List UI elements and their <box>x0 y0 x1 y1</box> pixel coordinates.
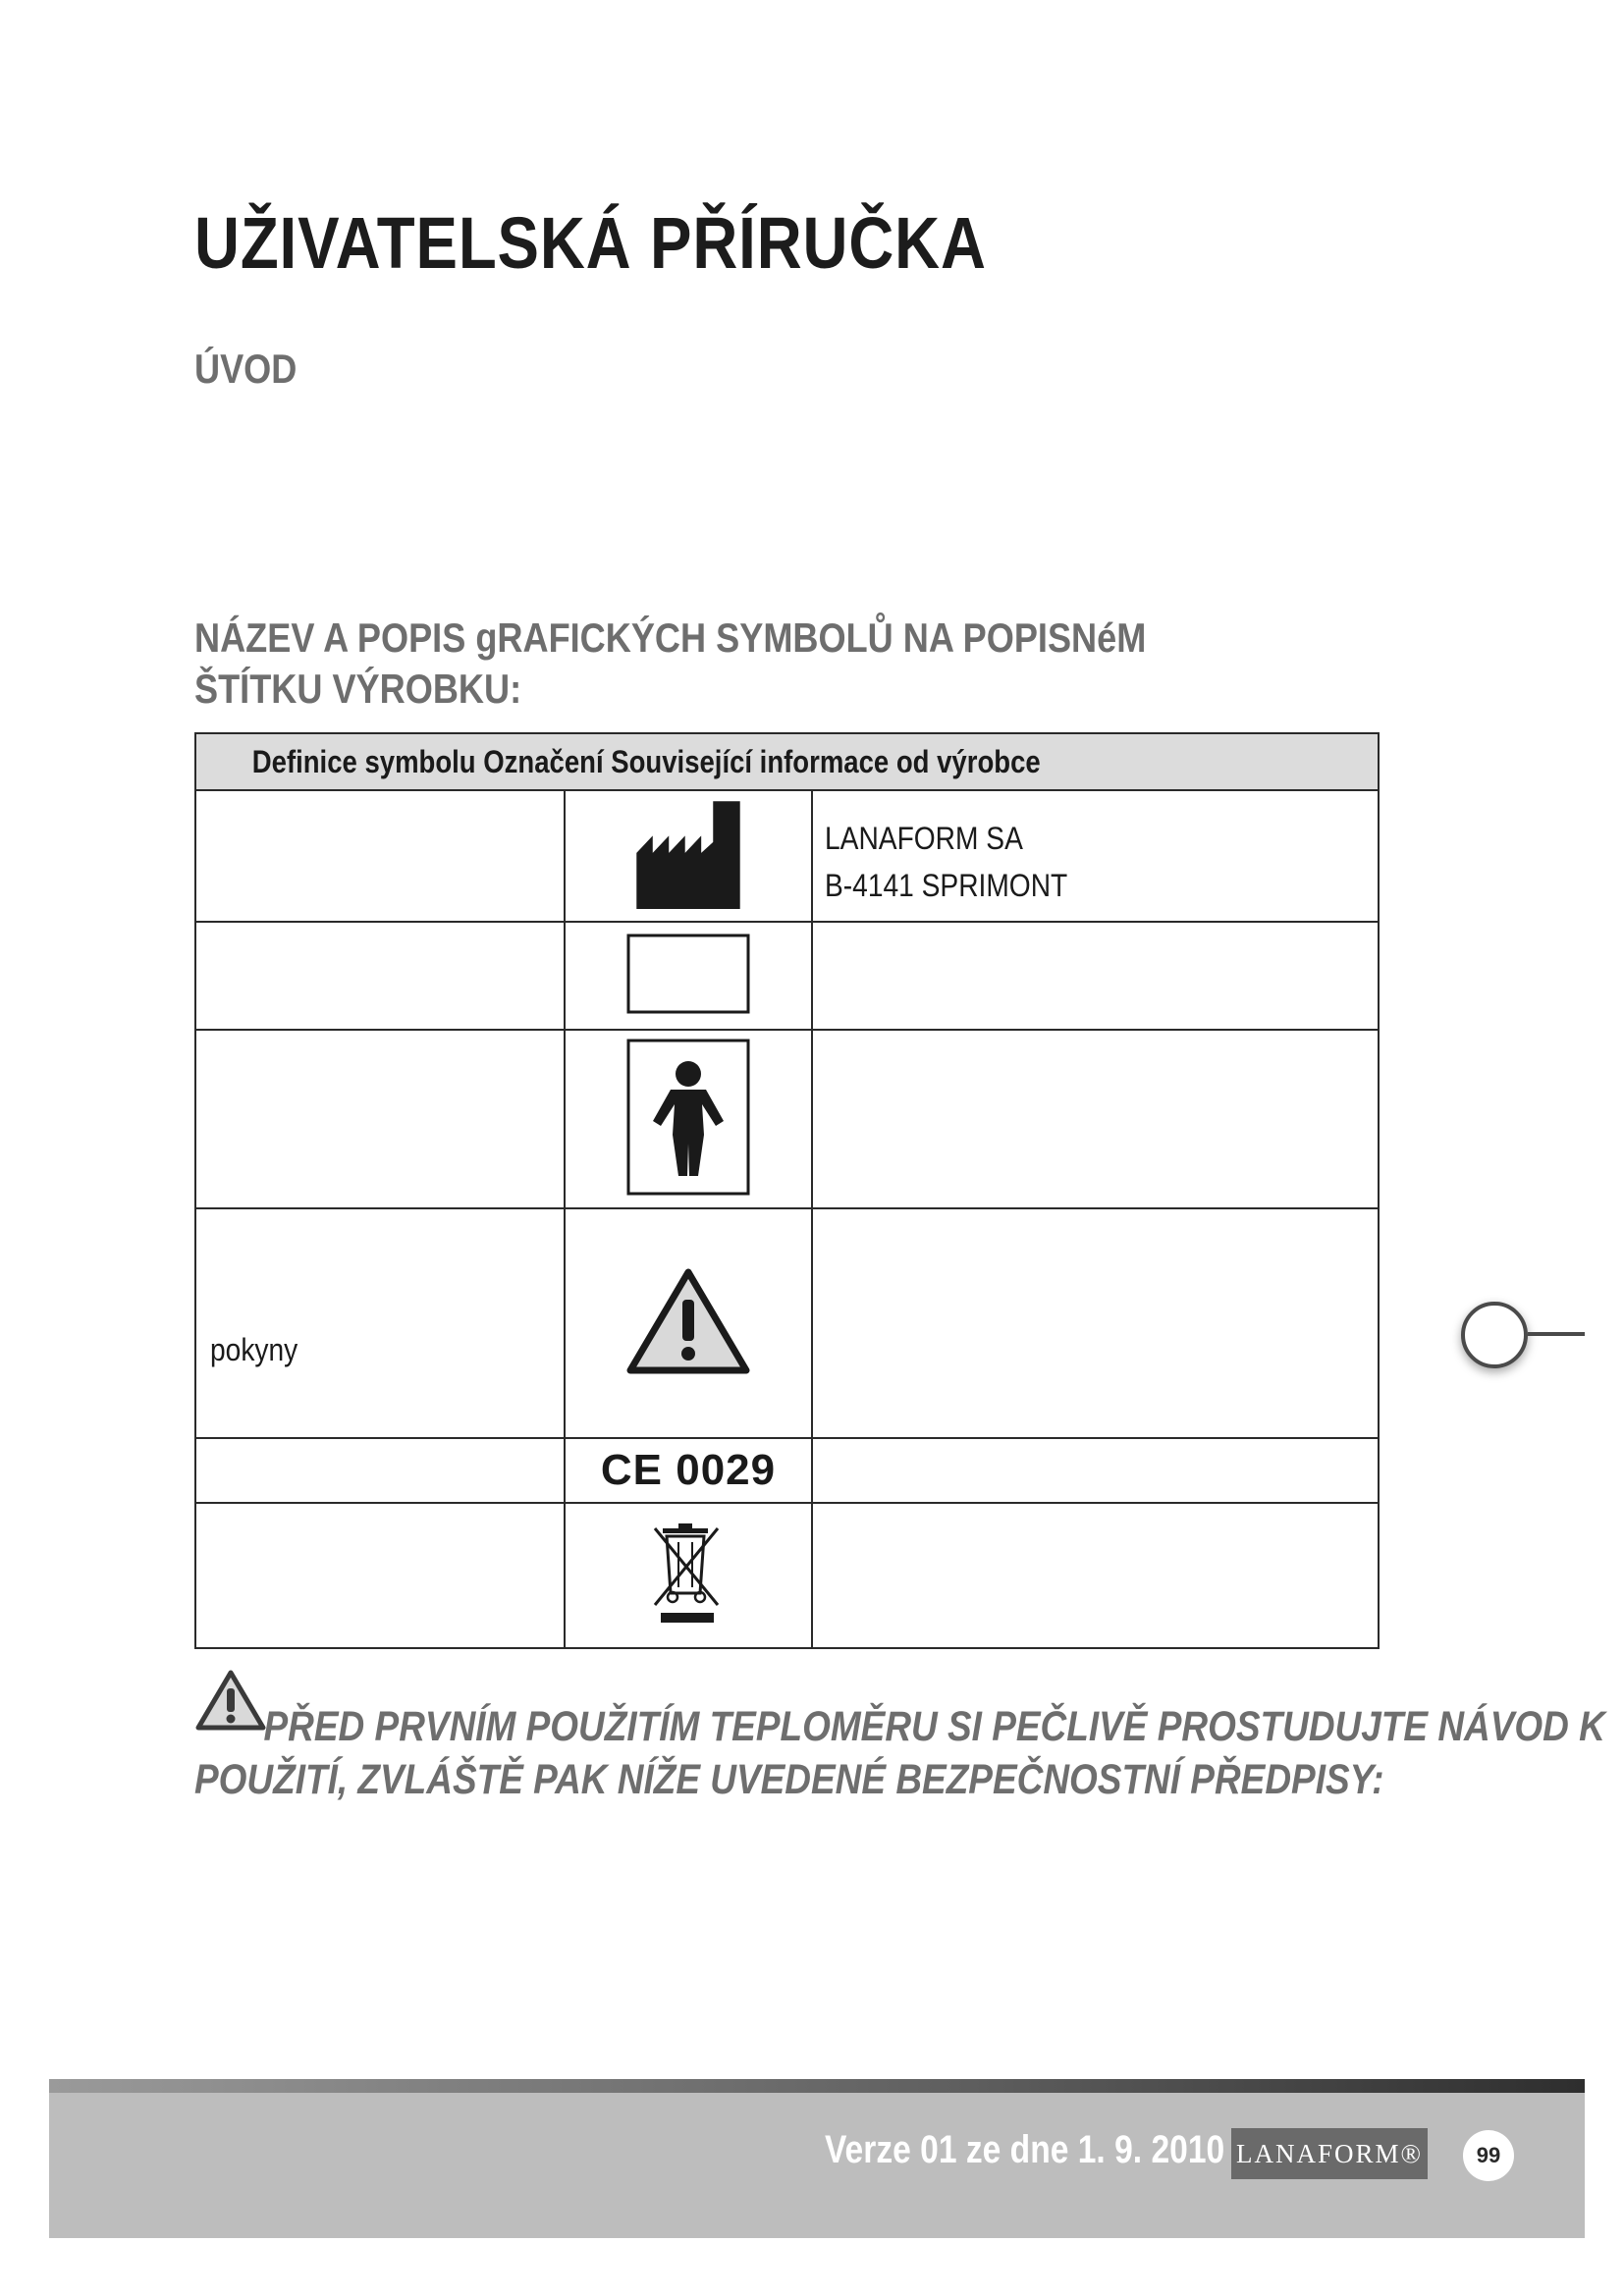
footer-version: Verze 01 ze dne 1. 9. 2010 <box>825 2128 1225 2171</box>
manufacturer-factory-icon <box>634 799 742 909</box>
symbol-cell <box>565 1030 812 1208</box>
table-row <box>195 1503 1379 1648</box>
symbol-info <box>812 790 1379 922</box>
symbols-heading-line1: NÁZEV A POPIS gRAFICKÝCH SYMBOLŮ NA POPISNéM <box>194 614 1147 661</box>
table-row <box>195 922 1379 1030</box>
symbol-definition <box>195 1208 565 1438</box>
symbol-info <box>812 1208 1379 1438</box>
symbol-cell <box>565 1208 812 1438</box>
symbol-table <box>194 732 1380 1649</box>
table-row <box>195 1208 1379 1438</box>
section-tab-line <box>1528 1332 1585 1336</box>
symbol-definition <box>195 922 565 1030</box>
table-row <box>195 1030 1379 1208</box>
weee-crossed-bin-icon <box>649 1522 728 1625</box>
page-number: 99 <box>1463 2130 1514 2181</box>
manufacturer-name: LANAFORM SA <box>825 821 1023 856</box>
warning-line1: PŘED PRVNÍM POUŽITÍM TEPLOMĚRU SI PEČLIVĚ PROSTUDUJTE NÁVOD K <box>263 1703 1605 1750</box>
symbol-cell <box>565 1438 812 1503</box>
symbol-cell <box>565 790 812 922</box>
manufacturer-address: B-4141 SPRIMONT <box>825 868 1068 903</box>
symbol-info <box>812 922 1379 1030</box>
symbol-info <box>812 1438 1379 1503</box>
section-tab-marker <box>1461 1302 1528 1368</box>
page-title: UŽIVATELSKÁ PŘÍRUČKA <box>194 202 987 284</box>
symbol-definition <box>195 1030 565 1208</box>
warning-line2: POUŽITÍ, ZVLÁŠTĚ PAK NÍŽE UVEDENÉ BEZPEČNOSTNÍ PŘEDPISY: <box>194 1756 1384 1803</box>
table-header: Definice symbolu Označení Související informace od výrobce <box>195 733 1379 790</box>
brand-logo: LANAFORM® <box>1231 2128 1428 2179</box>
symbol-definition <box>195 1503 565 1648</box>
body-type-icon <box>626 1039 750 1196</box>
symbol-info <box>812 1030 1379 1208</box>
symbol-definition <box>195 1438 565 1503</box>
footer-gradient-stripe <box>49 2079 1585 2093</box>
empty-box-icon <box>626 934 750 1014</box>
table-row <box>195 1438 1379 1503</box>
table-row <box>195 790 1379 922</box>
warning-triangle-icon <box>624 1266 752 1376</box>
symbol-cell <box>565 1503 812 1648</box>
symbol-cell <box>565 922 812 1030</box>
definition-text: pokyny <box>210 1332 298 1367</box>
ce-mark-label: CE 0029 <box>600 1446 777 1494</box>
intro-heading: ÚVOD <box>194 346 298 392</box>
symbol-definition <box>195 790 565 922</box>
symbol-info <box>812 1503 1379 1648</box>
symbols-heading-line2: ŠTÍTKU VÝROBKU: <box>194 666 522 712</box>
symbols-heading <box>194 613 1146 715</box>
table-header-row <box>195 733 1379 790</box>
